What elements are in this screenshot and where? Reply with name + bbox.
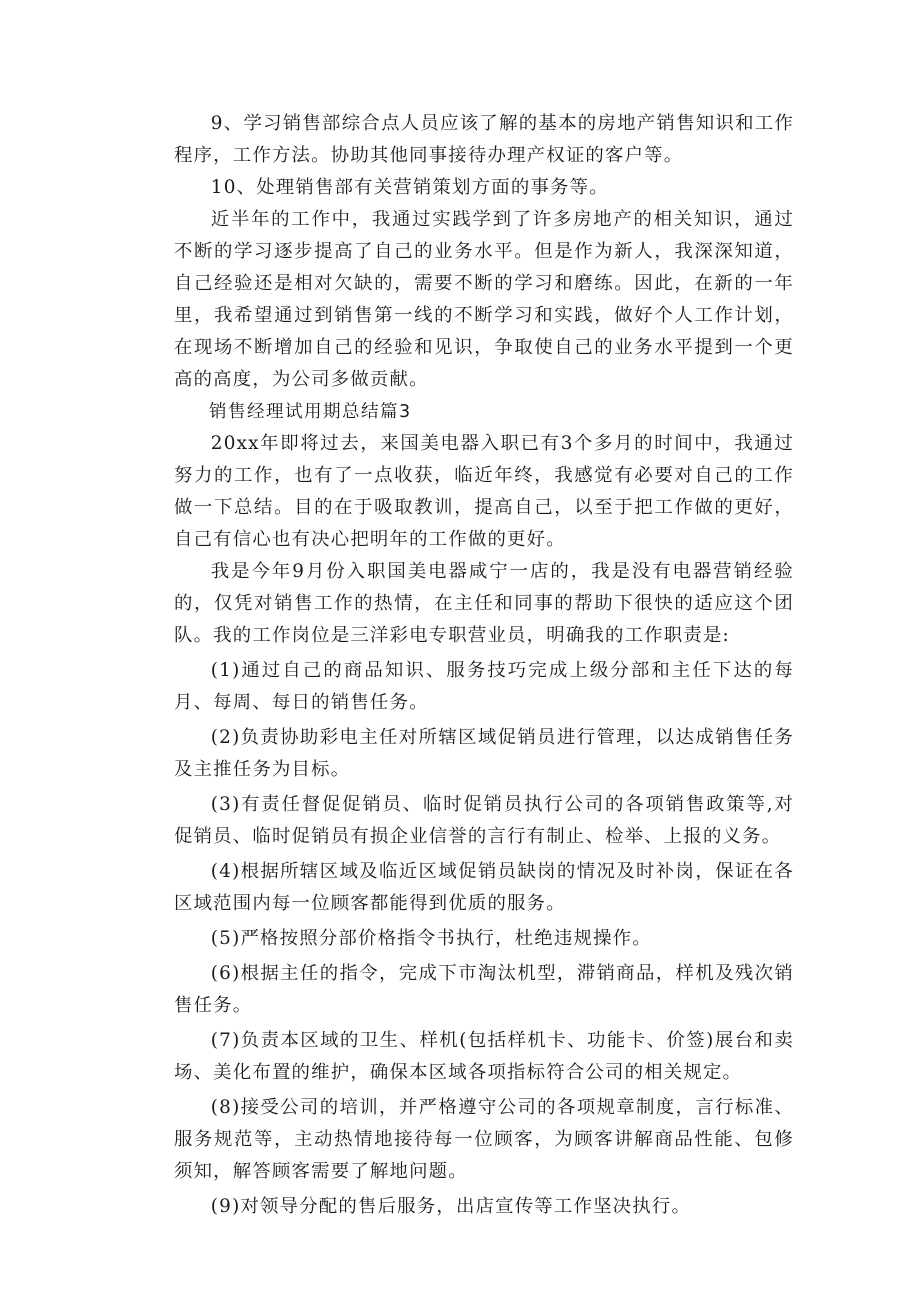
paragraph-item-10: 10、处理销售部有关营销策划方面的事务等。: [210, 177, 609, 198]
duty-item-2: (2)负责协助彩电主任对所辖区域促销员进行管理，以达成销售任务及主推任务为目标。: [174, 727, 794, 780]
duty-item-6: (6)根据主任的指令，完成下市淘汰机型，滞销商品，样机及残次销售任务。: [174, 963, 794, 1016]
paragraph-intro: 20xx年即将过去，来国美电器入职已有3个多月的时间中，我通过努力的工作，也有了一点收获，临近年终，我感觉有必要对自己的工作做一下总结。目的在于吸取教训，提高自己，以至于把工作做的更好，自己有信心也有决心把明年的工作做的更好。: [174, 433, 794, 550]
duty-item-1: (1)通过自己的商品知识、服务技巧完成上级分部和主任下达的每月、每周、每日的销售任务。: [174, 660, 794, 713]
paragraph-item-9: 9、学习销售部综合点人员应该了解的基本的房地产销售知识和工作程序，工作方法。协助其他同事接待办理产权证的客户等。: [174, 113, 794, 166]
duty-item-4: (4)根据所辖区域及临近区域促销员缺岗的情况及时补岗，保证在各区域范围内每一位顾客都能得到优质的服务。: [174, 861, 794, 914]
duty-item-9: (9)对领导分配的售后服务，出店宣传等工作坚决执行。: [210, 1196, 692, 1217]
section-heading: 销售经理试用期总结篇3: [209, 402, 412, 422]
paragraph-background: 我是今年9月份入职国美电器咸宁一店的，我是没有电器营销经验的，仅凭对销售工作的热情，在主任和同事的帮助下很快的适应这个团队。我的工作岗位是三洋彩电专职营业员，明确我的工作职责是:: [174, 561, 794, 646]
paragraph-reflection: 近半年的工作中，我通过实践学到了许多房地产的相关知识，通过不断的学习逐步提高了自己的业务水平。但是作为新人，我深深知道，自己经验还是相对欠缺的，需要不断的学习和磨练。因此，在新的一年里，我希望通过到销售第一线的不断学习和实践，做好个人工作计划，在现场不断增加自己的经验和见识，争取使自己的业务水平提到一个更高的高度，为公司多做贡献。: [174, 209, 794, 390]
document-body: [174, 108, 794, 1223]
duty-item-8: (8)接受公司的培训，并严格遵守公司的各项规章制度，言行标准、服务规范等，主动热情地接待每一位顾客，为顾客讲解商品性能、包修须知，解答顾客需要了解地问题。: [174, 1097, 794, 1182]
duty-item-3: (3)有责任督促促销员、临时促销员执行公司的各项销售政策等,对促销员、临时促销员有损企业信誉的言行有制止、检举、上报的义务。: [174, 794, 794, 847]
duty-item-7: (7)负责本区域的卫生、样机(包括样机卡、功能卡、价签)展台和卖场、美化布置的维护，确保本区域各项指标符合公司的相关规定。: [174, 1030, 794, 1083]
duty-item-5: (5)严格按照分部价格指令书执行，杜绝违规操作。: [210, 928, 652, 949]
